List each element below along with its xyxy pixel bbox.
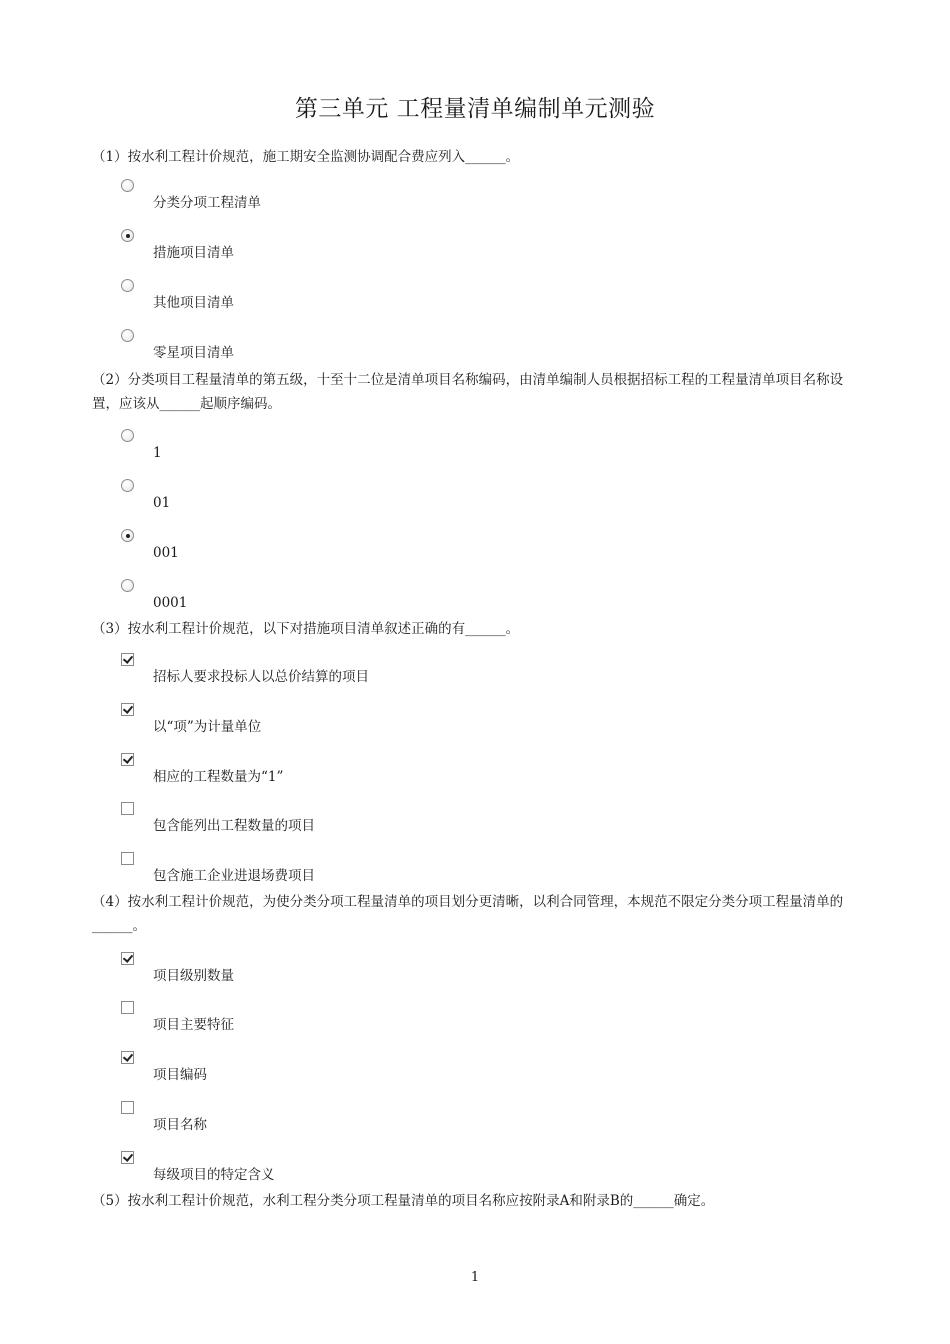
q4-option-2-checkbox[interactable] [121, 1001, 134, 1014]
q3-option-5-label: 包含施工企业进退场费项目 [153, 868, 315, 884]
q3-option-4-checkbox[interactable] [121, 802, 134, 815]
q3-option-3-label: 相应的工程数量为“1” [153, 769, 284, 785]
q3-option-4-label: 包含能列出工程数量的项目 [153, 818, 315, 834]
q3-option-1-checkbox[interactable] [121, 653, 134, 666]
q1-option-2[interactable] [121, 229, 821, 275]
q4-option-1-checkbox[interactable] [121, 952, 134, 965]
question-3-text: （3）按水利工程计价规范，以下对措施项目清单叙述正确的有______。 [92, 621, 520, 637]
question-2-text: （2）分类项目工程量清单的第五级，十至十二位是清单项目名称编码，由清单编制人员根据招标工程的工程量清单项目名称设置，应该从______起顺序编码。 [92, 372, 844, 412]
q4-option-3[interactable] [121, 1051, 821, 1097]
page-number: 1 [470, 1270, 480, 1285]
q2-option-3-radio[interactable] [121, 529, 134, 542]
q2-option-2-label: 01 [153, 495, 171, 511]
q2-option-1-radio[interactable] [121, 429, 134, 442]
q3-option-1-label: 招标人要求投标人以总价结算的项目 [153, 669, 369, 685]
q3-option-4[interactable] [121, 802, 821, 848]
q2-option-1-label: 1 [153, 445, 162, 461]
q4-option-4-label: 项目名称 [153, 1117, 207, 1133]
q1-option-3-radio[interactable] [121, 279, 134, 292]
q4-option-2[interactable] [121, 1001, 821, 1047]
page-title: 第三单元 工程量清单编制单元测验 [294, 96, 656, 122]
q3-option-2-label: 以“项”为计量单位 [153, 719, 262, 735]
q4-option-3-label: 项目编码 [153, 1067, 207, 1083]
q1-option-1[interactable] [121, 179, 821, 225]
q1-option-2-label: 措施项目清单 [153, 245, 234, 261]
q4-option-1-label: 项目级别数量 [153, 968, 234, 984]
q1-option-3[interactable] [121, 279, 821, 325]
q1-option-4-label: 零星项目清单 [153, 345, 234, 361]
q4-option-5-checkbox[interactable] [121, 1151, 134, 1164]
q4-option-2-label: 项目主要特征 [153, 1017, 234, 1033]
q2-option-4-label: 0001 [153, 595, 188, 611]
q3-option-5-checkbox[interactable] [121, 852, 134, 865]
question-5-text: （5）按水利工程计价规范，水利工程分类分项工程量清单的项目名称应按附录A和附录B的______确定。 [92, 1193, 715, 1209]
q1-option-2-radio[interactable] [121, 229, 134, 242]
q3-option-3-checkbox[interactable] [121, 753, 134, 766]
q1-option-3-label: 其他项目清单 [153, 295, 234, 311]
q1-option-4-radio[interactable] [121, 329, 134, 342]
q2-option-4-radio[interactable] [121, 579, 134, 592]
q3-option-1[interactable] [121, 653, 821, 699]
q2-option-3-label: 001 [153, 545, 179, 561]
q4-option-1[interactable] [121, 952, 821, 998]
q4-option-4[interactable] [121, 1101, 821, 1147]
q2-option-1[interactable] [121, 429, 821, 475]
q3-option-3[interactable] [121, 753, 821, 799]
q2-option-2[interactable] [121, 479, 821, 525]
question-1-text: （1）按水利工程计价规范，施工期安全监测协调配合费应列入______。 [92, 149, 520, 165]
q4-option-4-checkbox[interactable] [121, 1101, 134, 1114]
q4-option-3-checkbox[interactable] [121, 1051, 134, 1064]
q3-option-2[interactable] [121, 703, 821, 749]
q2-option-3[interactable] [121, 529, 821, 575]
q1-option-1-label: 分类分项工程清单 [153, 195, 261, 211]
q4-option-5-label: 每级项目的特定含义 [153, 1167, 275, 1183]
question-4-text: （4）按水利工程计价规范，为使分类分项工程量清单的项目划分更清晰，以利合同管理，本规范不限定分类分项工程量清单的______。 [92, 894, 844, 934]
q3-option-2-checkbox[interactable] [121, 703, 134, 716]
q1-option-1-radio[interactable] [121, 179, 134, 192]
q2-option-2-radio[interactable] [121, 479, 134, 492]
